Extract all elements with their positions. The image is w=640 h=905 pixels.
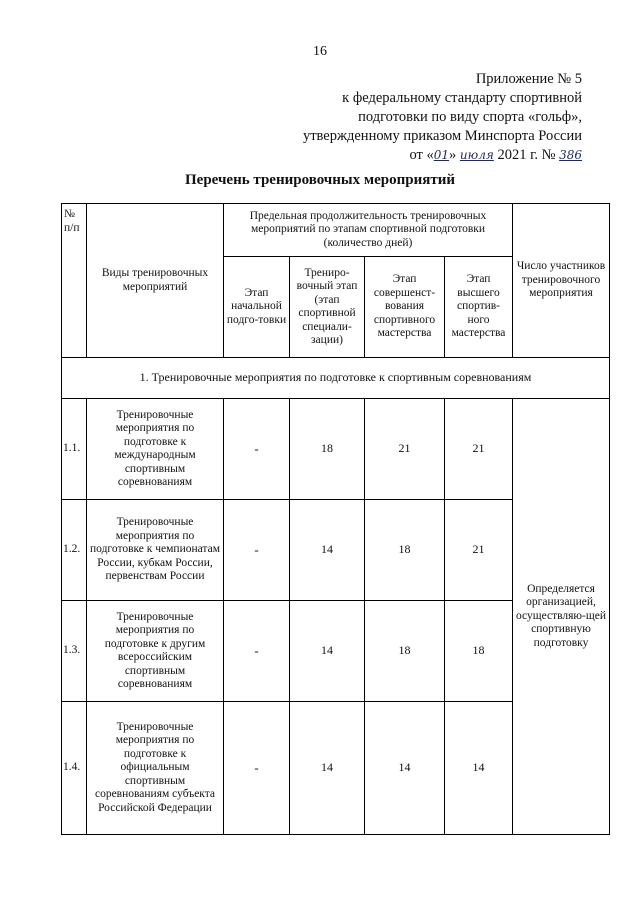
order-number: 386 xyxy=(559,148,582,162)
header-duration: Предельная продолжительность тренировочных мероприятий по этапам спортивной подготовки (количество дней) xyxy=(224,204,513,257)
appendix-title: Приложение № 5 xyxy=(475,71,582,87)
row-name: Тренировочные мероприятия по подготовке к международным спортивным соревнованиям xyxy=(87,399,224,500)
row-higher: 21 xyxy=(445,399,513,500)
training-events-table xyxy=(61,203,610,835)
section-title: 1. Тренировочные мероприятия по подготовке к спортивным соревнованиям xyxy=(62,358,610,399)
row-training: 14 xyxy=(290,500,365,601)
row-name: Тренировочные мероприятия по подготовке к официальным спортивным соревнованиям субъекта Российской Федерации xyxy=(87,702,224,835)
header-number: № п/п xyxy=(62,204,87,358)
header-stage-higher: Этап высшего спортив-ного мастерства xyxy=(445,257,513,358)
header-stage-improvement: Этап совершенст-вования спортивного мастерства xyxy=(365,257,445,358)
order-prefix: от « xyxy=(409,147,434,163)
table-row xyxy=(62,399,610,500)
row-improvement: 14 xyxy=(365,702,445,835)
row-higher: 21 xyxy=(445,500,513,601)
order-day: 01 xyxy=(433,148,450,162)
participants-note: Определяется организацией, осуществляю-щей спортивную подготовку xyxy=(513,399,610,835)
row-number: 1.2. xyxy=(62,500,87,601)
header-participants: Число участников тренировочного мероприятия xyxy=(513,204,610,358)
page-number: 16 xyxy=(313,44,327,59)
appendix-line: подготовки по виду спорта «гольф», xyxy=(358,109,582,125)
row-initial: - xyxy=(224,702,290,835)
appendix-line: утвержденному приказом Минспорта России xyxy=(302,128,582,144)
appendix-header xyxy=(303,70,582,165)
order-year: 2021 г. № xyxy=(497,147,556,163)
section-row xyxy=(62,358,610,399)
row-number: 1.3. xyxy=(62,601,87,702)
row-improvement: 18 xyxy=(365,500,445,601)
header-type: Виды тренировочных мероприятий xyxy=(87,204,224,358)
header-stage-training: Трениро-вочный этап (этап спортивной специали-зации) xyxy=(290,257,365,358)
row-name: Тренировочные мероприятия по подготовке к чемпионатам России, кубкам России, первенствам России xyxy=(87,500,224,601)
row-training: 14 xyxy=(290,601,365,702)
row-initial: - xyxy=(224,399,290,500)
table-header-row xyxy=(62,204,610,257)
row-higher: 14 xyxy=(445,702,513,835)
order-month: июля xyxy=(459,148,494,162)
row-number: 1.4. xyxy=(62,702,87,835)
row-initial: - xyxy=(224,601,290,702)
row-improvement: 18 xyxy=(365,601,445,702)
order-mid: » xyxy=(449,147,457,163)
row-improvement: 21 xyxy=(365,399,445,500)
order-line xyxy=(303,146,582,165)
row-higher: 18 xyxy=(445,601,513,702)
appendix-line: к федеральному стандарту спортивной xyxy=(342,90,582,106)
row-training: 18 xyxy=(290,399,365,500)
row-initial: - xyxy=(224,500,290,601)
header-stage-initial: Этап начальной подго-товки xyxy=(224,257,290,358)
row-name: Тренировочные мероприятия по подготовке к другим всероссийским спортивным соревнованиям xyxy=(87,601,224,702)
row-training: 14 xyxy=(290,702,365,835)
page-title: Перечень тренировочных мероприятий xyxy=(185,172,455,188)
row-number: 1.1. xyxy=(62,399,87,500)
